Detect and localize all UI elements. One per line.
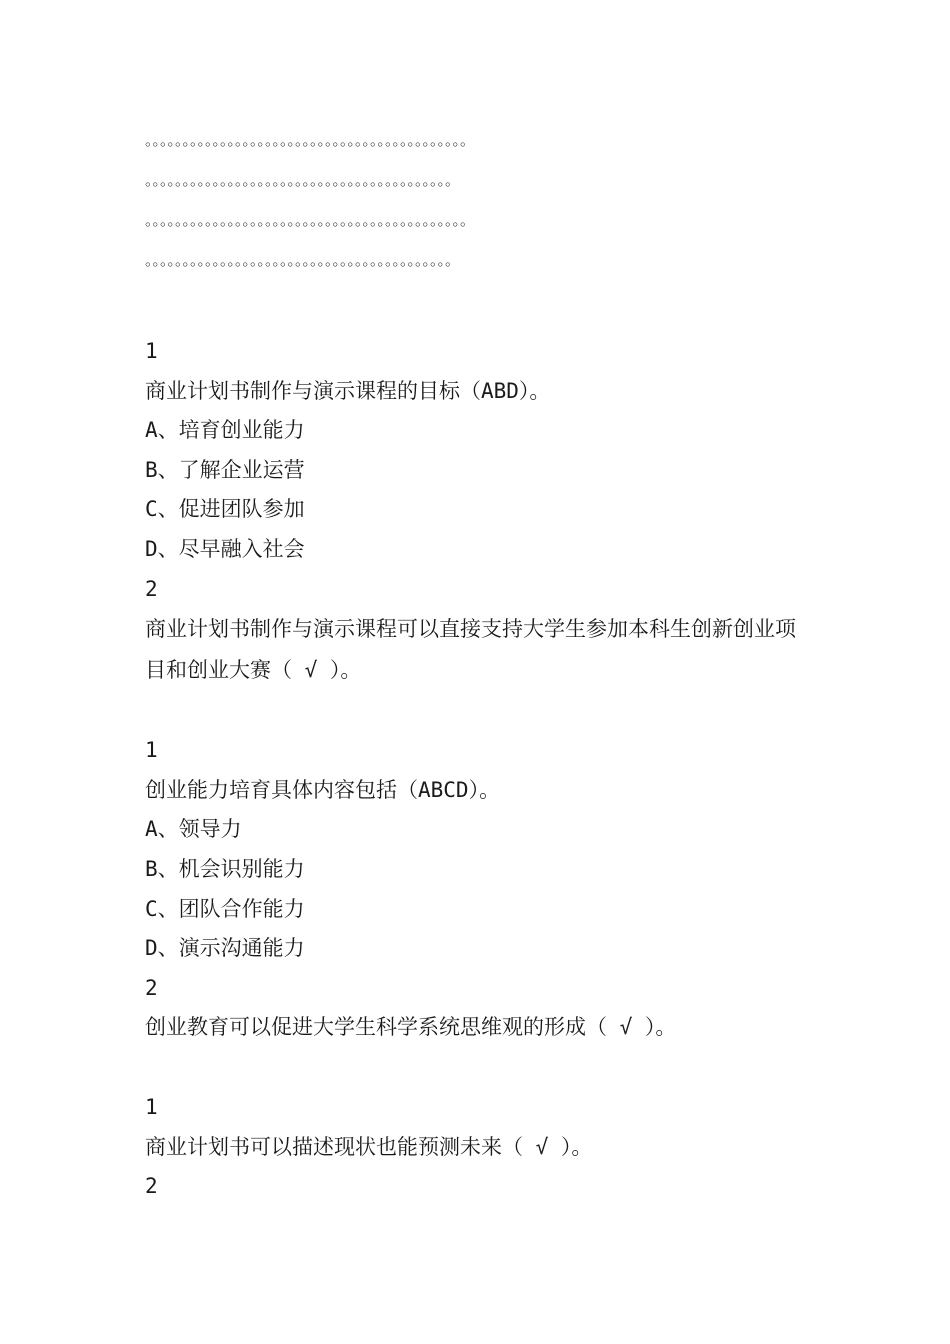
question-number: 1	[145, 738, 158, 763]
question-number: 2	[145, 975, 158, 1000]
option-a: A、培育创业能力	[145, 418, 305, 443]
question-section-2	[145, 731, 805, 1048]
option-d: D、演示沟通能力	[145, 936, 305, 961]
question-text: 创业能力培育具体内容包括（ABCD）。	[145, 777, 501, 802]
question-text: 商业计划书制作与演示课程的目标（ABD）。	[145, 378, 551, 403]
question-text: 商业计划书制作与演示课程可以直接支持大学生参加本科生创新创业项目和创业大赛（ √ ）。	[145, 617, 796, 683]
dot-leader-line: 。。。。。。。。。。。。。。。。。。。。。。。。。。。。。。。。。。。。。。。。。。。	[145, 131, 476, 149]
dot-leader-line: 。。。。。。。。。。。。。。。。。。。。。。。。。。。。。。。。。。。。。。。。。	[145, 251, 461, 269]
option-a: A、领导力	[145, 817, 242, 842]
question-section-3	[145, 1088, 805, 1207]
dot-leader-line: 。。。。。。。。。。。。。。。。。。。。。。。。。。。。。。。。。。。。。。。。。。。	[145, 211, 476, 229]
dot-leader-line: 。。。。。。。。。。。。。。。。。。。。。。。。。。。。。。。。。。。。。。。。。	[145, 171, 461, 189]
question-number: 2	[145, 576, 158, 601]
option-d: D、尽早融入社会	[145, 536, 305, 561]
option-b: B、机会识别能力	[145, 856, 305, 881]
question-number: 1	[145, 1094, 158, 1119]
document-page	[145, 120, 805, 1207]
question-number: 1	[145, 339, 158, 363]
question-section-1	[145, 332, 805, 691]
question-text: 商业计划书可以描述现状也能预测未来（ √ ）。	[145, 1134, 593, 1159]
option-b: B、了解企业运营	[145, 457, 305, 482]
option-c: C、团队合作能力	[145, 896, 305, 921]
question-number: 2	[145, 1174, 158, 1199]
option-c: C、促进团队参加	[145, 497, 305, 522]
question-text: 创业教育可以促进大学生科学系统思维观的形成（ √ ）。	[145, 1015, 677, 1040]
